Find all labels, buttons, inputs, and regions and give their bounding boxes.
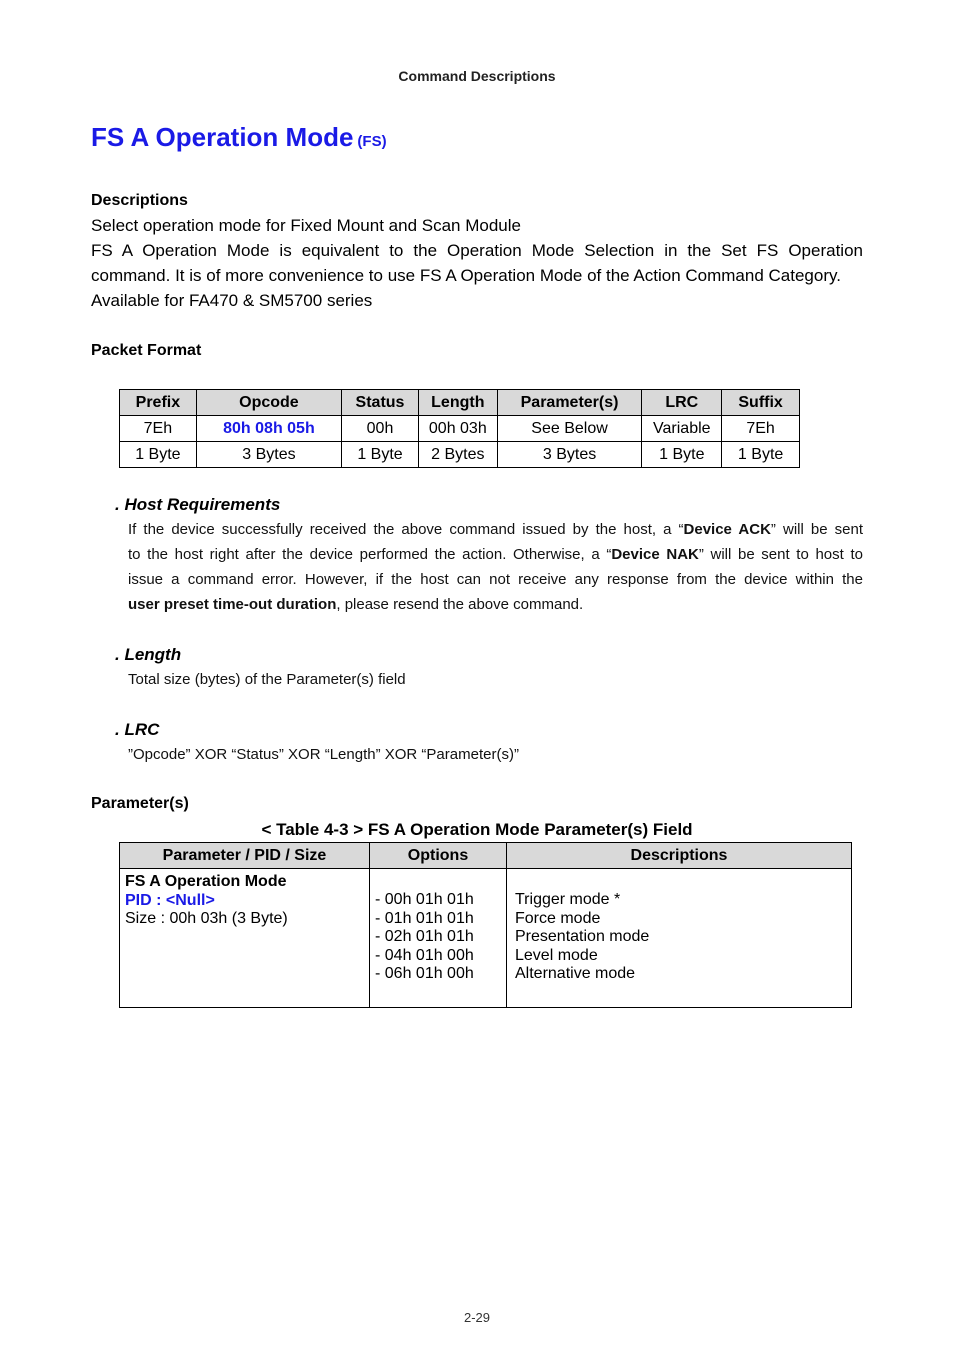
table-cell: 1 Byte: [120, 442, 197, 468]
table-cell: 2 Bytes: [418, 442, 497, 468]
text-span: , please resend the above command.: [336, 596, 584, 613]
column-header: Status: [342, 390, 419, 416]
descriptions-text: [91, 213, 863, 313]
text-span: If the device successfully received the above command issued by the host, a “: [128, 521, 684, 538]
text-line: [128, 592, 863, 617]
column-header: Suffix: [722, 390, 800, 416]
parameter-cell: [120, 869, 370, 1008]
table-row: [120, 869, 852, 1008]
page-number: 2-29: [463, 1310, 491, 1325]
column-header: Length: [418, 390, 497, 416]
option-item: - 04h 01h 00h: [375, 946, 474, 964]
page-title: [91, 122, 387, 153]
column-header: Descriptions: [507, 843, 852, 869]
options-cell: [370, 869, 507, 1008]
table-row: [120, 416, 800, 442]
descriptions-cell: [507, 869, 852, 1008]
text-span: ” will be sent: [770, 521, 863, 538]
table-cell: 1 Byte: [642, 442, 722, 468]
column-header: Parameter(s): [497, 390, 642, 416]
descriptions-line: Select operation mode for Fixed Mount and Scan Module: [91, 216, 521, 235]
description-item: Presentation mode: [515, 928, 650, 945]
opcode-cell: 80h 08h 05h: [196, 416, 341, 442]
descriptions-line: command. It is of more convenience to use FS A Operation Mode of the Action Command Category.: [91, 266, 841, 285]
description-item: Alternative mode: [515, 965, 636, 982]
title-main: FS A Operation Mode: [91, 122, 354, 152]
packet-format-table: [119, 389, 800, 468]
text-line: [128, 517, 863, 542]
lrc-text: ”Opcode” XOR “Status” XOR “Length” XOR “Parameter(s)”: [128, 746, 519, 763]
description-item: Level mode: [515, 946, 598, 964]
parameter-name: FS A Operation Mode: [125, 873, 287, 890]
page-header: Command Descriptions: [398, 68, 556, 84]
table-row: [120, 442, 800, 468]
table-cell: See Below: [497, 416, 642, 442]
text-line: [128, 542, 863, 567]
table-header-row: [120, 390, 800, 416]
size-value: Size : 00h 03h (3 Byte): [125, 910, 288, 927]
pid-value: PID : <Null>: [125, 891, 215, 909]
table-cell: 3 Bytes: [497, 442, 642, 468]
table-cell: 7Eh: [722, 416, 800, 442]
length-heading: . Length: [115, 645, 182, 664]
packet-format-heading: Packet Format: [91, 342, 202, 359]
host-requirements-heading: . Host Requirements: [115, 495, 281, 514]
table-cell: 1 Byte: [722, 442, 800, 468]
descriptions-heading: Descriptions: [91, 192, 188, 209]
table-cell: Variable: [642, 416, 722, 442]
column-header: Prefix: [120, 390, 197, 416]
descriptions-line: Available for FA470 & SM5700 series: [91, 291, 373, 310]
description-item: Force mode: [515, 909, 601, 927]
timeout-term: user preset time-out duration: [128, 596, 337, 613]
table-header-row: [120, 843, 852, 869]
table-cell: 00h 03h: [418, 416, 497, 442]
device-nak-term: Device NAK: [611, 546, 699, 563]
table-cell: 3 Bytes: [196, 442, 341, 468]
host-requirements-text: [128, 517, 863, 617]
descriptions-line: FS A Operation Mode is equivalent to the Operation Mode Selection in the Set FS Operation: [91, 241, 863, 260]
text-span: ” will be sent to host to: [698, 546, 863, 563]
option-item: - 01h 01h 01h: [375, 909, 474, 927]
option-item: - 00h 01h 01h: [375, 891, 474, 908]
table-caption: < Table 4-3 > FS A Operation Mode Parameter(s) Field: [261, 820, 693, 839]
lrc-heading: . LRC: [115, 720, 160, 739]
column-header: Options: [370, 843, 507, 869]
option-item: - 06h 01h 00h: [375, 965, 474, 982]
parameters-table: [119, 842, 852, 1008]
option-item: - 02h 01h 01h: [375, 928, 474, 945]
table-cell: 1 Byte: [342, 442, 419, 468]
text-line: issue a command error. However, if the host can not receive any response from the device within the: [128, 571, 863, 588]
title-suffix: (FS): [357, 133, 387, 150]
column-header: Opcode: [196, 390, 341, 416]
description-item: Trigger mode *: [515, 891, 621, 908]
length-text: Total size (bytes) of the Parameter(s) field: [128, 671, 406, 688]
table-cell: 00h: [342, 416, 419, 442]
table-cell: 7Eh: [120, 416, 197, 442]
text-span: to the host right after the device performed the action. Otherwise, a “: [128, 546, 612, 563]
parameters-heading: Parameter(s): [91, 795, 189, 812]
column-header: Parameter / PID / Size: [120, 843, 370, 869]
device-ack-term: Device ACK: [683, 521, 771, 538]
column-header: LRC: [642, 390, 722, 416]
